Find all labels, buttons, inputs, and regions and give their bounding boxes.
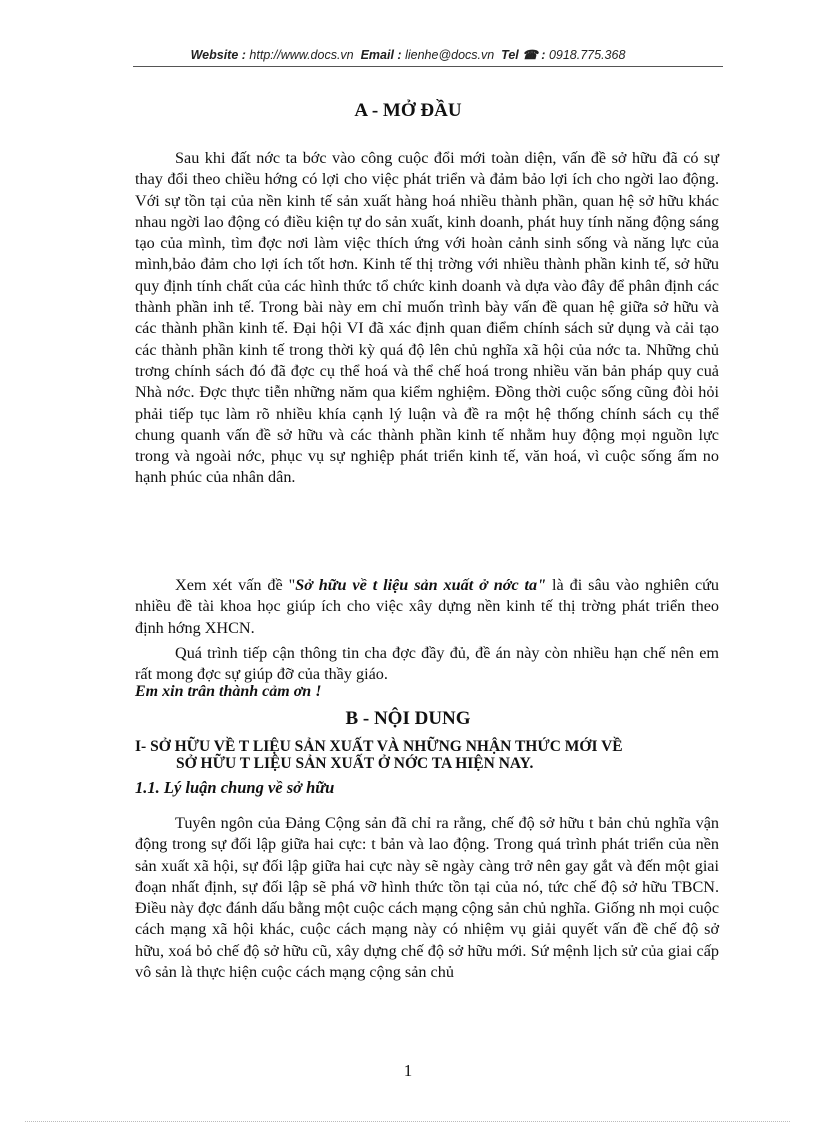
thanks-line: Em xin trân thành cảm ơn ! — [135, 683, 322, 700]
heading-1-line-2: SỞ HỮU T LIỆU SẢN XUẤT Ở NỚC TA HIỆN NAY. — [176, 755, 534, 772]
email-label: Email : — [360, 48, 402, 62]
tel-number: 0918.775.368 — [548, 48, 626, 62]
section-a-paragraph-3 — [135, 643, 719, 686]
section-a-paragraph-2 — [135, 575, 719, 639]
page-header — [0, 47, 816, 62]
website-label: Website : — [190, 48, 246, 62]
section-a-paragraph-1-text: Sau khi đất nớc ta bớc vào công cuộc đổi mới toàn diện, vấn đề sở hữu đã có sự thay đổi theo chiều hớng có lợi cho việc phát triển và đảm bảo lợi ích cho ngời lao động. Với sự tồn tại của nền kinh tế sản xuất hàng hoá nhiều thành phần, quan hệ sở hữu khác nhau ngời lao động có điều kiện tự do sản xuất, kinh doanh, phát huy tính năng động sáng tạo của mình, tìm đợc nơi làm việc thích ứng với hoàn cảnh sinh sống và năng lực của mình,bảo đảm cho lợi ích tốt hơn. Kinh tế thị trờng với nhiều thành phần kinh tế, sở hữu quy định tính chất của các hình thức tổ chức kinh doanh và dựa vào đây để phân định các thành phần inh tế. Trong bài này em chỉ muốn trình bày vấn đề quan hệ giữa sở hữu và các thành phần kinh tế. Đại hội VI đã xác định quan điểm chính sách sử dụng và cải tạo các thành phần kinh tế trong thời kỳ quá độ lên chủ nghĩa xã hội của nớc ta. Những chủ trơng chính sách đó đã đợc cụ thể hoá và thể chế hoá trong nhiều văn bản pháp quy cuả Nhà nớc. Đợc thực tiễn những năm qua kiểm nghiệm. Đồng thời cuộc sống cũng đòi hỏi phải tiếp tục làm rõ nhiều khía cạnh lý luận và đề ra một hệ thống chính sách cụ thể chung quanh vấn đề sở hữu và các thành phần kinh tế nhằm huy động mọi nguồn lực trong và ngoài nớc, phục vụ sự nghiệp phát triển kinh tế, văn hoá, vì cuộc sống ấm no hạnh phúc của nhân dân. — [135, 149, 719, 487]
paragraph-2-topic: Sở hữu về t liệu sản xuất ở nớc ta" — [295, 576, 547, 594]
website-url: http://www.docs.vn — [249, 48, 354, 62]
email-address: lienhe@docs.vn — [405, 48, 495, 62]
section-a-paragraph-1 — [135, 148, 719, 489]
section-b-title: B - NỘI DUNG — [345, 708, 471, 729]
section-b-heading-1 — [135, 738, 725, 772]
section-b-heading-2: 1.1. Lý luận chung về sở hữu — [135, 778, 335, 797]
section-a-title: A - MỞ ĐẦU — [354, 100, 462, 121]
section-b-paragraph-1-text: Tuyên ngôn của Đảng Cộng sản đã chỉ ra rằng, chế độ sở hữu t bản chủ nghĩa vận động trong sự đối lập giữa hai cực: t bản và lao động. Trong quá trình phát triển của nền sản xuất xã hội, sự đối lập giữa hai cực này sẽ ngày càng trở nên gay gắt và đến một giai đoạn nhất định, sự đối lập sẽ phá vỡ hình thức tồn tại của nó, tức chế độ sở hữu TBCN. Điều này đợc đánh dấu bằng một cuộc cách mạng cộng sản chủ nghĩa. Giống nh mọi cuộc cách mạng xã hội khác, cuộc cách mạng này có nhiệm vụ giải quyết vấn đề chế độ sở hữu, xoá bỏ chế độ sở hữu cũ, xây dựng chế độ sở hữu mới. Sứ mệnh lịch sử của giai cấp vô sản là thực hiện cuộc cách mạng cộng sản chủ — [135, 814, 719, 982]
header-divider — [133, 66, 723, 67]
section-a-paragraph-3-text: Quá trình tiếp cận thông tin cha đợc đầy đủ, đề án này còn nhiều hạn chế nên em rất mong đợc sự giúp đỡ của thầy giáo. — [135, 644, 719, 684]
paragraph-2-end: là đi sâu vào nghiên cứu nhiều đề tài khoa học giúp ích cho việc xây dựng nền kinh tế thị trờng phát triển theo định hớng XHCN. — [135, 576, 719, 637]
heading-1-line-1: I- SỞ HỮU VỀ T LIỆU SẢN XUẤT VÀ NHỮNG NHẬN THỨC MỚI VỀ — [135, 738, 623, 755]
page-number: 1 — [403, 1061, 413, 1080]
section-b-paragraph-1 — [135, 813, 719, 983]
footer-divider — [25, 1121, 790, 1122]
tel-label: Tel ☎ : — [501, 48, 546, 62]
paragraph-2-start: Xem xét vấn đề " — [175, 576, 296, 594]
